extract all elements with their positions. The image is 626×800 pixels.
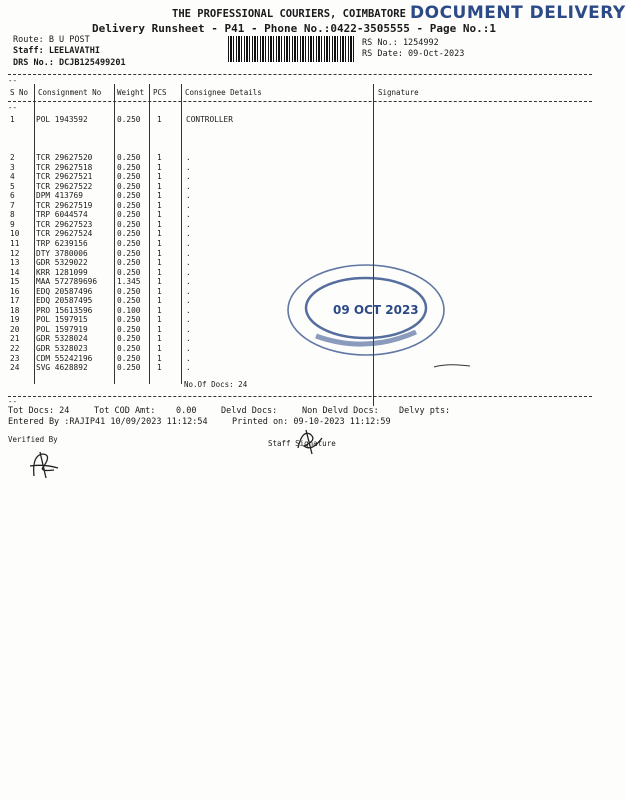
row-sno: 4 — [10, 172, 15, 182]
row-weight: 0.250 — [117, 229, 141, 239]
row-weight: 0.250 — [117, 153, 141, 162]
row-sno: 2 — [10, 153, 15, 162]
row-pcs: 1 — [157, 219, 162, 229]
row-weight: 0.250 — [117, 181, 141, 191]
row-consignee: . — [186, 315, 191, 325]
row-weight: 0.250 — [117, 238, 141, 248]
row-pcs: 1 — [157, 200, 162, 210]
table-row — [0, 115, 600, 125]
row-sno: 8 — [10, 210, 15, 220]
row-pcs: 1 — [157, 181, 162, 191]
row-weight: 0.100 — [117, 305, 141, 315]
rs-number: RS No.: 1254992 — [362, 38, 439, 48]
row-sno: 24 — [10, 363, 20, 373]
row-weight: 0.250 — [117, 258, 141, 268]
row-weight: 0.250 — [117, 353, 141, 363]
column-header-signature: Signature — [378, 88, 419, 97]
row-consignment: TCR 29627518 — [36, 162, 93, 172]
row-consignee: . — [186, 258, 191, 268]
row-consignee: . — [186, 238, 191, 248]
row-pcs: 1 — [157, 238, 162, 248]
table-row — [0, 201, 600, 211]
company-name: THE PROFESSIONAL COURIERS, COIMBATORE — [172, 8, 406, 20]
no-of-docs: No.Of Docs: 24 — [184, 380, 248, 389]
row-pcs: 1 — [157, 153, 162, 162]
row-pcs: 1 — [157, 115, 162, 124]
row-weight: 0.250 — [117, 324, 141, 334]
row-pcs: 1 — [157, 267, 162, 277]
row-consignment: EDQ 20587496 — [36, 286, 93, 296]
row-consignment: MAA 572789696 — [36, 277, 98, 287]
row-consignment: PRO 15613596 — [36, 305, 93, 315]
staff-signature: Staff Signature — [268, 439, 336, 448]
row-weight: 0.250 — [117, 296, 141, 306]
row-sno: 11 — [10, 238, 20, 248]
runsheet-title: Delivery Runsheet - P41 - Phone No.:0422-3505555 - Page No.:1 — [92, 22, 496, 35]
row-pcs: 1 — [157, 305, 162, 315]
row-sno: 17 — [10, 296, 20, 306]
row-sno: 22 — [10, 344, 20, 353]
row-pcs: 1 — [157, 258, 162, 268]
row-sno: 3 — [10, 162, 15, 172]
row-consignee: . — [186, 353, 191, 363]
row-consignee: . — [186, 172, 191, 182]
dash-mark: -- — [8, 397, 18, 406]
table-row — [0, 220, 600, 230]
row-weight: 0.250 — [117, 248, 141, 258]
row-weight: 0.250 — [117, 191, 141, 201]
row-sno: 12 — [10, 248, 20, 258]
row-pcs: 1 — [157, 363, 162, 373]
row-pcs: 1 — [157, 296, 162, 306]
non-delvd-docs: Non Delvd Docs: — [302, 406, 379, 416]
row-consignment: GDR 5328023 — [36, 344, 88, 353]
table-row — [0, 153, 600, 163]
table-row — [0, 163, 600, 173]
row-consignee: . — [186, 286, 191, 296]
delvy-pts: Delvy pts: — [399, 406, 451, 416]
row-sno: 10 — [10, 229, 20, 239]
staff-signature-mark — [292, 426, 328, 456]
row-sno: 18 — [10, 305, 20, 315]
row-consignment: TCR 29627524 — [36, 229, 93, 239]
column-header-consignee: Consignee Details — [185, 88, 262, 97]
divider-top — [8, 74, 592, 75]
row-pcs: 1 — [157, 315, 162, 325]
entered-by: Entered By :RAJIP41 10/09/2023 11:12:54 — [8, 417, 208, 427]
row-pcs: 1 — [157, 172, 162, 182]
row-consignee: . — [186, 324, 191, 334]
row-pcs: 1 — [157, 162, 162, 172]
row-weight: 0.250 — [117, 286, 141, 296]
row-consignment: TRP 6239156 — [36, 238, 88, 248]
row-sno: 6 — [10, 191, 15, 201]
table-row — [0, 172, 600, 182]
row-consignee: . — [186, 219, 191, 229]
row-sno: 5 — [10, 181, 15, 191]
row-sno: 23 — [10, 353, 20, 363]
row-consignment: POL 1597919 — [36, 324, 88, 334]
row-sno: 7 — [10, 200, 15, 210]
row-consignment: TCR 29627520 — [36, 153, 93, 162]
row-pcs: 1 — [157, 229, 162, 239]
row-sno: 13 — [10, 258, 20, 268]
column-header-weight: Weight — [117, 88, 145, 97]
row-weight: 1.345 — [117, 277, 141, 287]
tot-cod-amt: Tot COD Amt: — [94, 406, 156, 416]
stamp-date: 09 OCT 2023 — [333, 303, 419, 317]
row-consignee: . — [186, 277, 191, 287]
row-weight: 0.250 — [117, 200, 141, 210]
divider-bottom — [8, 396, 592, 397]
stamp-scribble — [432, 362, 472, 370]
row-consignment: SVG 4628892 — [36, 363, 88, 373]
row-consignee: . — [186, 363, 191, 373]
column-header-consignment: Consignment No — [38, 88, 102, 97]
row-pcs: 1 — [157, 277, 162, 287]
row-sno: 14 — [10, 267, 20, 277]
row-sno: 19 — [10, 315, 20, 325]
row-pcs: 1 — [157, 334, 162, 344]
staff-label: Staff: LEELAVATHI — [13, 46, 100, 56]
row-weight: 0.250 — [117, 363, 141, 373]
drs-number: DRS No.: DCJB125499201 — [13, 58, 126, 68]
row-sno: 15 — [10, 277, 20, 287]
row-pcs: 1 — [157, 324, 162, 334]
row-weight: 0.250 — [117, 162, 141, 172]
document-delivery-stamp: DOCUMENT DELIVERY — [410, 3, 626, 23]
divider-header — [8, 101, 592, 102]
row-consignee: . — [186, 305, 191, 315]
row-sno: 16 — [10, 286, 20, 296]
row-consignment: KRR 1281099 — [36, 267, 88, 277]
row-consignment: CDM 55242196 — [36, 353, 93, 363]
row-sno: 21 — [10, 334, 20, 344]
row-consignee: . — [186, 344, 191, 353]
row-consignment: TCR 29627521 — [36, 172, 93, 182]
row-consignment: TRP 6044574 — [36, 210, 88, 220]
row-consignment: DTY 3780006 — [36, 248, 88, 258]
row-consignment: POL 1597915 — [36, 315, 88, 325]
row-consignment: EDQ 20587495 — [36, 296, 93, 306]
row-sno: 1 — [10, 115, 15, 124]
row-sno: 20 — [10, 324, 20, 334]
delvd-docs: Delvd Docs: — [221, 406, 278, 416]
table-row — [0, 210, 600, 220]
row-consignment: TCR 29627519 — [36, 200, 93, 210]
dash-mark: -- — [8, 103, 18, 112]
date-stamp — [286, 258, 456, 368]
row-pcs: 1 — [157, 248, 162, 258]
table-row — [0, 191, 600, 201]
row-weight: 0.250 — [117, 267, 141, 277]
row-consignee: CONTROLLER — [186, 115, 233, 124]
row-consignee: . — [186, 296, 191, 306]
row-consignee: . — [186, 267, 191, 277]
table-row — [0, 239, 600, 249]
row-consignee: . — [186, 200, 191, 210]
barcode — [228, 36, 356, 62]
row-weight: 0.250 — [117, 210, 141, 220]
printed-on: Printed on: 09-10-2023 11:12:59 — [232, 417, 391, 427]
row-consignee: . — [186, 334, 191, 344]
row-consignment: TCR 29627523 — [36, 219, 93, 229]
row-consignee: . — [186, 191, 191, 201]
route-label: Route: B U POST — [13, 35, 90, 45]
tot-docs: Tot Docs: 24 — [8, 406, 70, 416]
column-header-sno: S No — [10, 88, 29, 97]
row-pcs: 1 — [157, 286, 162, 296]
row-consignee: . — [186, 162, 191, 172]
row-pcs: 1 — [157, 344, 162, 353]
rs-date: RS Date: 09-Oct-2023 — [362, 49, 465, 59]
row-consignment: GDR 5328024 — [36, 334, 88, 344]
row-consignment: DPM 413769 — [36, 191, 83, 201]
row-weight: 0.250 — [117, 219, 141, 229]
row-consignment: GDR 5329022 — [36, 258, 88, 268]
row-sno: 9 — [10, 219, 15, 229]
verified-by: Verified By — [8, 435, 58, 444]
row-consignment: TCR 29627522 — [36, 181, 93, 191]
row-weight: 0.250 — [117, 344, 141, 353]
row-weight: 0.250 — [117, 172, 141, 182]
verifier-signature-mark — [24, 448, 64, 482]
row-pcs: 1 — [157, 210, 162, 220]
row-pcs: 1 — [157, 191, 162, 201]
row-weight: 0.250 — [117, 315, 141, 325]
row-consignment: POL 1943592 — [36, 115, 88, 124]
cod-value: 0.00 — [176, 406, 197, 416]
row-consignee: . — [186, 181, 191, 191]
row-consignee: . — [186, 229, 191, 239]
row-weight: 0.250 — [117, 334, 141, 344]
dash-mark: -- — [8, 76, 18, 85]
row-pcs: 1 — [157, 353, 162, 363]
row-weight: 0.250 — [117, 115, 141, 124]
row-consignee: . — [186, 248, 191, 258]
row-consignee: . — [186, 153, 191, 162]
table-row — [0, 182, 600, 192]
row-consignee: . — [186, 210, 191, 220]
table-row — [0, 229, 600, 239]
table-row — [0, 249, 600, 259]
column-header-pcs: PCS — [153, 88, 167, 97]
